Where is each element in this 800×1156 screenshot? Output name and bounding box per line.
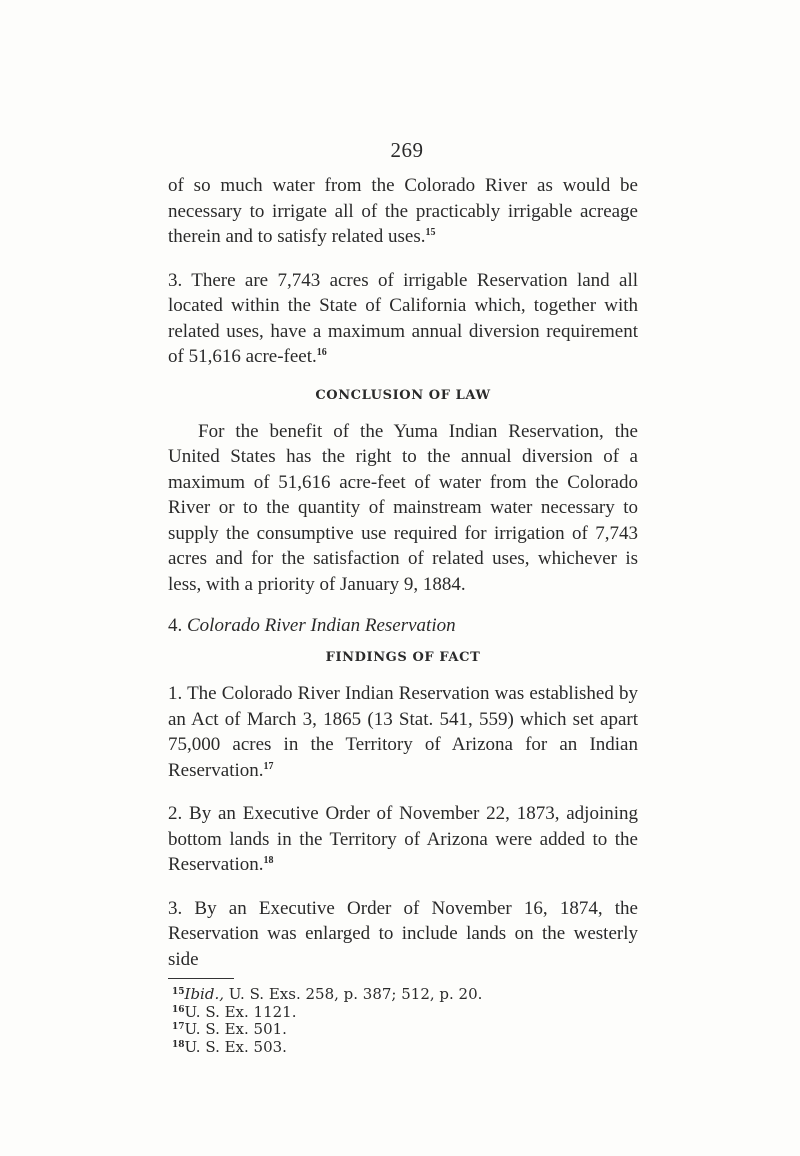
footnote-text: U. S. Ex. 503. [184, 1037, 287, 1056]
footnote-ref: 15 [425, 227, 436, 238]
section-number: 4. [168, 615, 183, 636]
page-number: 269 [390, 138, 424, 162]
footnote-number: 17 [172, 1022, 185, 1032]
footnote-15 [172, 986, 638, 1004]
section-name: Colorado River Indian Reservation [187, 615, 456, 636]
footnote-number: 18 [172, 1039, 185, 1050]
footnote-text: U. S. Ex. 1121. [184, 1002, 297, 1021]
paragraph-text: 1. The Colorado River Indian Reservation was established by an Act of March 3, 1865 (13 Stat. 541, 559) which set apart 75,000 acres in the Territory of Arizona for an Indian Reservation. [168, 683, 638, 781]
footnote-text: U. S. Exs. 258, p. 387; 512, p. 20. [224, 985, 483, 1003]
paragraph-finding-3b [168, 896, 638, 973]
footnote-17 [172, 1021, 638, 1039]
footnote-number: 16 [172, 1004, 185, 1015]
footnote-italic: Ibid., [184, 985, 224, 1003]
footnote-number: 15 [172, 987, 185, 997]
paragraph-continuation [168, 173, 638, 250]
paragraph-text: of so much water from the Colorado River as would be necessary to irrigate all of the practicably irrigable acreage therein and to satisfy related uses. [168, 175, 638, 247]
paragraph-conclusion [168, 419, 638, 598]
footnote-ref: 18 [263, 855, 274, 866]
footnotes [168, 986, 638, 1056]
paragraph-text: 2. By an Executive Order of November 22, 1873, adjoining bottom lands in the Territory of Arizona were added to the Reservation. [168, 803, 638, 875]
paragraph-text: 3. By an Executive Order of November 16, 1874, the Reservation was enlarged to include lands on the westerly side [168, 897, 638, 970]
footnote-ref: 16 [316, 347, 327, 358]
heading-conclusion-of-law: CONCLUSION OF LAW [315, 387, 491, 403]
footnote-divider [168, 978, 234, 979]
paragraph-text: For the benefit of the Yuma Indian Reservation, the United States has the right to the annual diversion of a maximum of 51,616 acre-feet of water from the Colorado River or to the quantity of mainstream water necessary to supply the consumptive use required for irrigation of 7,743 acres and for the satisfaction of related uses, whichever is less, with a priority of January 9, 1884. [168, 420, 638, 595]
paragraph-finding-2 [168, 801, 638, 878]
section-title [168, 615, 638, 637]
footnote-ref: 17 [263, 760, 274, 772]
footnote-18 [172, 1039, 638, 1057]
text-column [168, 138, 638, 1056]
paragraph-finding-3 [168, 268, 638, 370]
heading-findings-of-fact: FINDINGS OF FACT [325, 650, 481, 665]
paragraph-finding-1 [168, 681, 638, 783]
footnote-text: U. S. Ex. 501. [184, 1020, 287, 1038]
paragraph-text: 3. There are 7,743 acres of irrigable Reservation land all located within the State of California which, together with related uses, have a maximum annual diversion requirement of 51,616 acre-feet. [168, 269, 638, 367]
footnote-16 [172, 1004, 638, 1022]
